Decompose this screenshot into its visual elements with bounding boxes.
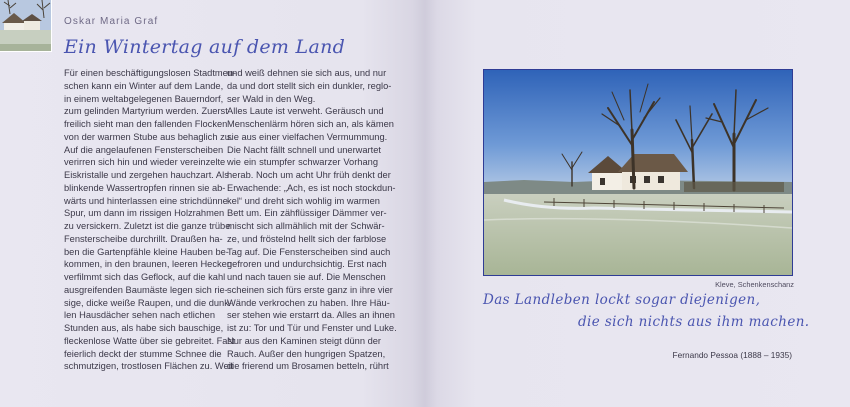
- text-line: ausgreifenden Baumäste legen sich rie-: [64, 284, 228, 295]
- text-line: schmutzigen, trostlosen Flächen zu. Weit: [64, 361, 234, 372]
- text-line: da und dort stellt sich ein dunkler, reglo-: [227, 80, 392, 91]
- text-line: Für einen beschäftigungslosen Stadtmen-: [64, 68, 237, 78]
- text-line: ben die Gartenpfähle kleine Hauben be-: [64, 246, 229, 257]
- text-line: ser Wald in den Weg.: [227, 93, 316, 104]
- text-line: verirren sich hin und wieder vereinzelte: [64, 157, 226, 168]
- chapter-title: Ein Wintertag auf dem Land: [64, 36, 346, 58]
- text-line: verfilmmt sich das Geflock, auf die kahl: [64, 272, 226, 282]
- text-line: mischt sich allmählich mit der Schwär-: [227, 221, 385, 231]
- text-line: zum gelinden Martyrium werden. Zuerst: [64, 106, 228, 117]
- text-line: len Hausdächer sehen nach etlichen: [64, 310, 215, 321]
- text-line: kommen, in den braunen, leeren Hecken: [64, 259, 232, 270]
- text-line: ser stehen wie erstarrt da. Alles an ihnen: [227, 310, 395, 321]
- text-line: wie ein stumpfer schwarzer Vorhang: [227, 157, 378, 168]
- text-column-1: [64, 67, 237, 373]
- text-line: wärts und hinterlassen eine strichdünne: [64, 195, 228, 206]
- text-line: Wände verkrochen zu haben. Ihre Häu-: [227, 297, 390, 308]
- text-line: Erwachende: „Ach, es ist noch stockdun-: [227, 182, 396, 193]
- text-line: die frierend um Brosamen betteln, rührt: [227, 361, 389, 372]
- text-line: gefroren und undurchsichtig. Erst nach: [227, 259, 387, 270]
- text-line: ist zu: Tor und Tür und Fenster und Luke.: [227, 323, 397, 333]
- photo-caption: Kleve, Schenkenschanz: [715, 280, 794, 289]
- text-line: von der warmen Stube aus behaglich zu.: [64, 131, 233, 142]
- quote-line-1: Das Landleben lockt sogar diejenigen,: [483, 292, 761, 308]
- text-line: und weiß dehnen sie sich aus, und nur: [227, 68, 387, 78]
- text-line: Die Nacht fällt schnell und unerwartet: [227, 144, 381, 155]
- text-line: blinkende Wassertropfen rinnen sie ab-: [64, 182, 226, 193]
- text-line: in einem weltabgelegenen Bauerndorf,: [64, 93, 224, 104]
- text-line: Tag auf. Die Fensterscheiben sind auch: [227, 246, 391, 257]
- text-line: Auf die angelaufenen Fensterscheiben: [64, 144, 224, 155]
- text-line: herab. Noch um acht Uhr früh denkt der: [227, 170, 391, 180]
- text-line: zu versickern. Zuletzt ist die ganze trübe: [64, 221, 231, 231]
- text-column-2: [227, 67, 397, 373]
- text-line: fleckenlose Watte über sie gebreitet. Fast: [64, 335, 235, 346]
- winter-landscape-photo: [483, 69, 793, 276]
- author-name: Oskar Maria Graf: [64, 16, 159, 27]
- text-line: sige, dicke weiße Raupen, und die dunk-: [64, 297, 232, 308]
- text-line: Alles Laute ist verweht. Geräusch und: [227, 106, 384, 117]
- text-line: schen kann ein Winter auf dem Lande,: [64, 80, 224, 91]
- text-line: Eiskristalle und zergehen hauchzart. Als: [64, 170, 229, 180]
- text-line: scheinen sich fürs erste ganz in ihre vier: [227, 284, 393, 295]
- text-line: Spur, um dann im rissigen Holzrahmen: [64, 208, 225, 219]
- text-line: Stunden aus, als habe sich bauschige,: [64, 323, 224, 333]
- right-page: [425, 0, 850, 407]
- text-line: kel“ und dreht sich wohlig im warmen: [227, 195, 380, 206]
- text-line: sie aus einer vielfachen Vermummung.: [227, 131, 388, 142]
- text-line: feierlich deckt der stumme Schnee die: [64, 348, 222, 359]
- quote-author: Fernando Pessoa (1888 – 1935): [672, 350, 792, 360]
- text-line: freilich sieht man den fallenden Flocken: [64, 119, 228, 129]
- text-line: Nur aus den Kaminen steigt dünn der: [227, 335, 382, 346]
- text-line: ze, und fröstelnd hellt sich der farblose: [227, 233, 387, 244]
- text-line: Fensterscheibe durchrillt. Draußen ha-: [64, 233, 223, 244]
- farmhouse-thumbnail: [0, 0, 52, 52]
- quote-line-2: die sich nichts aus ihm machen.: [578, 314, 810, 330]
- text-line: Rauch. Außer den hungrigen Spatzen,: [227, 348, 386, 359]
- text-line: Menschenlärm hören sich an, als kämen: [227, 119, 394, 129]
- text-line: und nach tauen sie auf. Die Menschen: [227, 272, 386, 282]
- text-line: Bett um. Ein zähflüssiger Dämmer ver-: [227, 208, 387, 219]
